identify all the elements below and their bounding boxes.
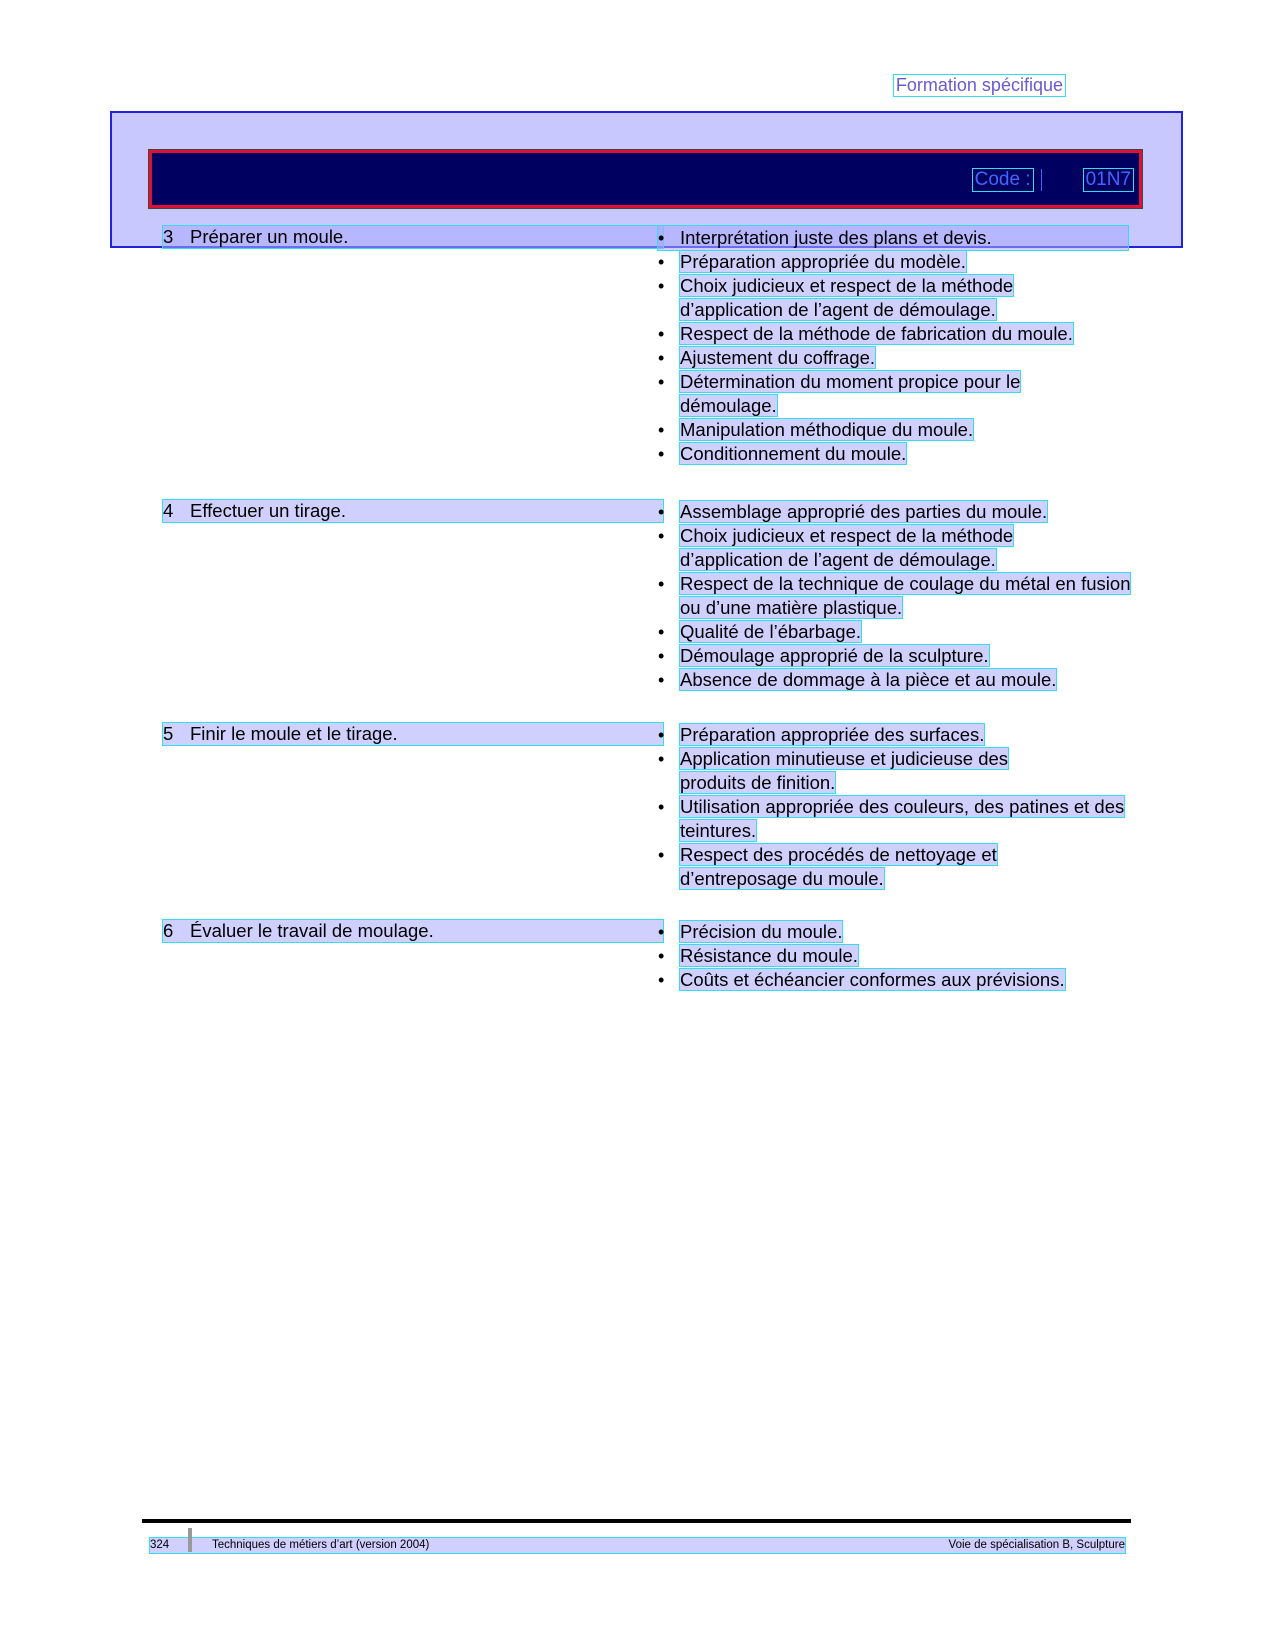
code-value: 01N7 [1085, 169, 1131, 190]
criterion-item: • Interprétation juste des plans et devis. [658, 226, 1128, 250]
criterion-item: • Ajustement du coffrage. [658, 346, 1128, 370]
criterion-item: • Résistance du moule. [658, 944, 1128, 968]
footer-divider [188, 1528, 192, 1552]
code-bar [149, 150, 1142, 208]
criterion-item: • Utilisation appropriée des couleurs, des patines et des teintures. [658, 795, 1142, 843]
step-title: Évaluer le travail de moulage. [190, 920, 434, 941]
page-footer [150, 1538, 1125, 1553]
step-number: 6 [163, 920, 174, 941]
criterion-item: • Absence de dommage à la pièce et au moule. [658, 668, 1128, 692]
criterion-item: • Assemblage approprié des parties du moule. [658, 500, 1128, 524]
criteria-list-step-5 [658, 723, 1128, 891]
criterion-item: • Détermination du moment propice pour le démoulage. [658, 370, 1070, 418]
section-label: Formation spécifique [895, 75, 1063, 95]
step-number: 4 [163, 500, 174, 521]
criterion-item: • Choix judicieux et respect de la méthode d’application de l’agent de démoulage. [658, 274, 1060, 322]
criterion-item: • Précision du moule. [658, 920, 1128, 944]
step-number: 5 [163, 723, 174, 744]
criterion-item: • Respect de la méthode de fabrication du moule. [658, 322, 1128, 346]
criterion-item: • Application minutieuse et judicieuse des produits de finition. [658, 747, 1070, 795]
step-6 [163, 920, 663, 942]
page-number: 324 [150, 1539, 170, 1551]
criterion-item: • Préparation appropriée des surfaces. [658, 723, 1128, 747]
document-title: Techniques de métiers d’art (version 2004) [212, 1539, 430, 1551]
criterion-item: • Coûts et échéancier conformes aux prévisions. [658, 968, 1128, 992]
code-field [973, 169, 1133, 191]
criterion-item: • Respect des procédés de nettoyage et d’entreposage du moule. [658, 843, 1065, 891]
specialization-label: Voie de spécialisation B, Sculpture [948, 1539, 1125, 1551]
step-title: Finir le moule et le tirage. [190, 723, 398, 744]
criterion-item: • Démoulage approprié de la sculpture. [658, 644, 1128, 668]
code-separator [1041, 169, 1084, 191]
criterion-item: • Préparation appropriée du modèle. [658, 250, 1128, 274]
criterion-item: • Choix judicieux et respect de la méthode d’application de l’agent de démoulage. [658, 524, 1060, 572]
step-4 [163, 500, 663, 522]
criteria-list-step-3 [658, 226, 1128, 466]
step-title: Préparer un moule. [190, 226, 349, 247]
code-label: Code : [974, 169, 1031, 190]
step-number: 3 [163, 226, 174, 247]
criterion-item: • Respect de la technique de coulage du métal en fusion ou d’une matière plastique. [658, 572, 1142, 620]
criterion-item: • Manipulation méthodique du moule. [658, 418, 1128, 442]
footer-rule [142, 1519, 1131, 1523]
step-3 [163, 226, 663, 248]
step-title: Effectuer un tirage. [190, 500, 346, 521]
criterion-item: • Qualité de l’ébarbage. [658, 620, 1128, 644]
criteria-list-step-6 [658, 920, 1128, 992]
criterion-item: • Conditionnement du moule. [658, 442, 1128, 466]
criteria-list-step-4 [658, 500, 1131, 692]
step-5 [163, 723, 663, 745]
